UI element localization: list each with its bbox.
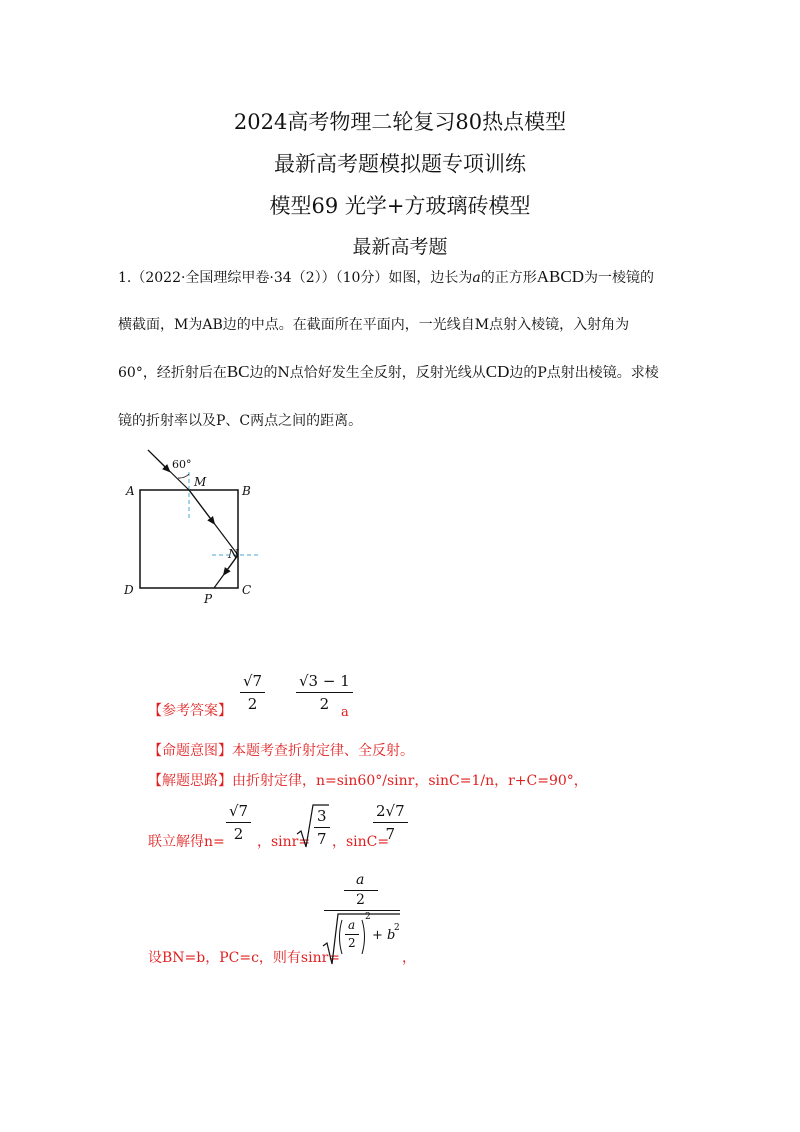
sinr-label: ，sinr= [257, 834, 311, 850]
question-text: 的正方形 [480, 270, 537, 286]
solution-line-3-prefix: 设BN=b，PC=c，则有sinr= [148, 950, 341, 966]
refracted-arrow [189, 490, 213, 522]
label-bc: BC [226, 362, 250, 381]
answer-suffix: a [341, 705, 349, 720]
label-n: N [228, 547, 239, 561]
document-title: 2024高考物理二轮复习80热点模型 [233, 110, 567, 134]
angle-arc [178, 474, 189, 478]
question-text: 60°，经折射后在 [118, 365, 227, 381]
sinc-label: ，sinC= [332, 834, 390, 850]
question-text: 边的P点射出棱镜。求棱 [509, 365, 659, 381]
question-line-3 [118, 362, 659, 381]
solution-tag: 【解题思路】 [148, 773, 232, 789]
label-b: B [242, 484, 251, 498]
label-abcd: ABCD [536, 267, 585, 286]
section-heading: 最新高考题 [352, 236, 448, 258]
label-c: C [242, 583, 252, 597]
prism-figure [118, 440, 278, 610]
label-p: P [204, 592, 213, 606]
angle-label: 60° [172, 458, 192, 471]
label-cd: CD [485, 362, 510, 381]
fraction-denominator: 2 [233, 825, 244, 843]
sinc-fraction [373, 802, 408, 843]
fraction-denominator: 7 [317, 830, 327, 848]
inner-numerator: a [356, 872, 365, 888]
solution-line-2-prefix: 联立解得n= [148, 834, 225, 850]
inner-fraction-bar [344, 890, 378, 891]
solution-line-1 [148, 774, 588, 788]
question-text: 为一棱镜的 [584, 270, 655, 286]
b-exponent: 2 [394, 923, 400, 933]
question-line-4: 镜的折射率以及P、C两点之间的距离。 [118, 413, 363, 429]
answer-tag: 【参考答案】 [148, 703, 232, 719]
model-heading: 模型69 光学+方玻璃砖模型 [269, 194, 531, 218]
solution-line-3-suffix: ， [402, 950, 416, 966]
n-fraction [226, 802, 251, 843]
sq-denominator: 2 [348, 936, 356, 950]
intent-tag: 【命题意图】 [148, 743, 232, 759]
question-line-2: 横截面，M为AB边的中点。在截面所在平面内，一光线自M点射入棱镜，入射角为 [118, 317, 630, 333]
sq-fraction-bar [345, 934, 359, 935]
solution-text: 由折射定律，n=sin60°/sinr，sinC=1/n，r+C=90°， [232, 773, 588, 789]
label-a: A [126, 484, 135, 498]
intent-text: 本题考查折射定律、全反射。 [232, 743, 414, 759]
question-line-1 [118, 267, 655, 286]
question-text: 边的N点恰好发生全反射，反射光线从 [249, 365, 486, 381]
fraction-numerator: √7 [240, 672, 265, 693]
question-text: 1.（2022·全国理综甲卷·34（2））（10分）如图，边长为 [118, 270, 473, 286]
fraction-denominator: 7 [385, 825, 396, 843]
sq-exponent: 2 [365, 912, 371, 922]
square-abcd [140, 490, 238, 588]
fraction-numerator: √3 − 1 [296, 672, 353, 693]
incident-arrow [148, 450, 168, 470]
fraction-numerator: 2√7 [373, 802, 408, 823]
document-subtitle: 最新高考题模拟题专项训练 [274, 152, 526, 176]
fraction-denominator: 2 [247, 695, 258, 713]
intent-line [148, 744, 414, 758]
plus-b: + b [372, 928, 396, 943]
fraction-denominator: 2 [319, 695, 330, 713]
label-d: D [124, 583, 134, 597]
sinr-complex-fraction [322, 868, 402, 968]
main-fraction-bar [324, 910, 400, 911]
var-a: a [472, 270, 481, 286]
fraction-numerator: √7 [226, 802, 251, 823]
inner-denominator: 2 [356, 892, 365, 908]
label-m: M [194, 475, 207, 489]
sq-numerator: a [348, 918, 356, 932]
answer-fraction-1 [240, 672, 265, 713]
fraction-numerator: 3 [314, 807, 330, 828]
